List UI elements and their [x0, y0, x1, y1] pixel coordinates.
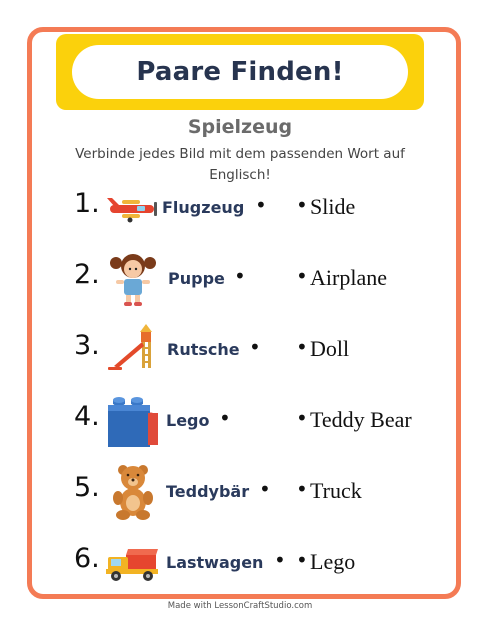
english-word: Teddy Bear: [310, 407, 412, 432]
match-row-2: [0, 249, 480, 309]
left-bullet[interactable]: •: [249, 335, 261, 359]
german-word: Flugzeug: [162, 198, 245, 217]
slide-icon: [104, 320, 162, 380]
english-word: Lego: [310, 549, 356, 574]
left-bullet[interactable]: •: [255, 193, 267, 217]
right-bullet[interactable]: •: [296, 548, 308, 572]
german-word: Teddybär: [166, 482, 250, 501]
right-bullet[interactable]: •: [296, 264, 308, 288]
match-row-4: [0, 391, 480, 451]
english-word: Airplane: [310, 265, 387, 290]
right-bullet[interactable]: •: [296, 477, 308, 501]
item-number: 5.: [74, 472, 100, 503]
match-row-6: [0, 533, 480, 593]
title-banner: [56, 34, 424, 110]
item-number: 6.: [74, 543, 100, 574]
english-word: Doll: [310, 336, 350, 361]
match-row-3: [0, 320, 480, 380]
title-pill: [72, 45, 408, 99]
match-row-1: [0, 178, 480, 238]
item-number: 4.: [74, 401, 100, 432]
german-word: Rutsche: [167, 340, 240, 359]
german-word: Lastwagen: [166, 553, 264, 572]
left-bullet[interactable]: •: [219, 406, 231, 430]
english-word: Slide: [310, 194, 356, 219]
right-bullet[interactable]: •: [296, 193, 308, 217]
left-bullet[interactable]: •: [234, 264, 246, 288]
instructions-text: Verbinde jedes Bild mit dem passenden Wort auf Englisch!: [75, 146, 405, 183]
airplane-icon: [104, 178, 162, 238]
left-bullet[interactable]: •: [274, 548, 286, 572]
right-bullet[interactable]: •: [296, 406, 308, 430]
footer-credit: Made with LessonCraftStudio.com: [167, 601, 313, 611]
german-word: Lego: [166, 411, 210, 430]
item-number: 1.: [74, 188, 100, 219]
topic-subtitle: Spielzeug: [187, 116, 293, 138]
german-word: Puppe: [168, 269, 225, 288]
item-number: 2.: [74, 259, 100, 290]
match-row-5: [0, 462, 480, 522]
item-number: 3.: [74, 330, 100, 361]
lego-brick-icon: [104, 391, 162, 451]
truck-icon: [104, 533, 162, 593]
doll-icon: [104, 249, 162, 309]
right-bullet[interactable]: •: [296, 335, 308, 359]
teddy-bear-icon: [104, 462, 162, 522]
english-word: Truck: [310, 478, 362, 503]
left-bullet[interactable]: •: [259, 477, 271, 501]
page-title: Paare Finden!: [136, 57, 344, 87]
